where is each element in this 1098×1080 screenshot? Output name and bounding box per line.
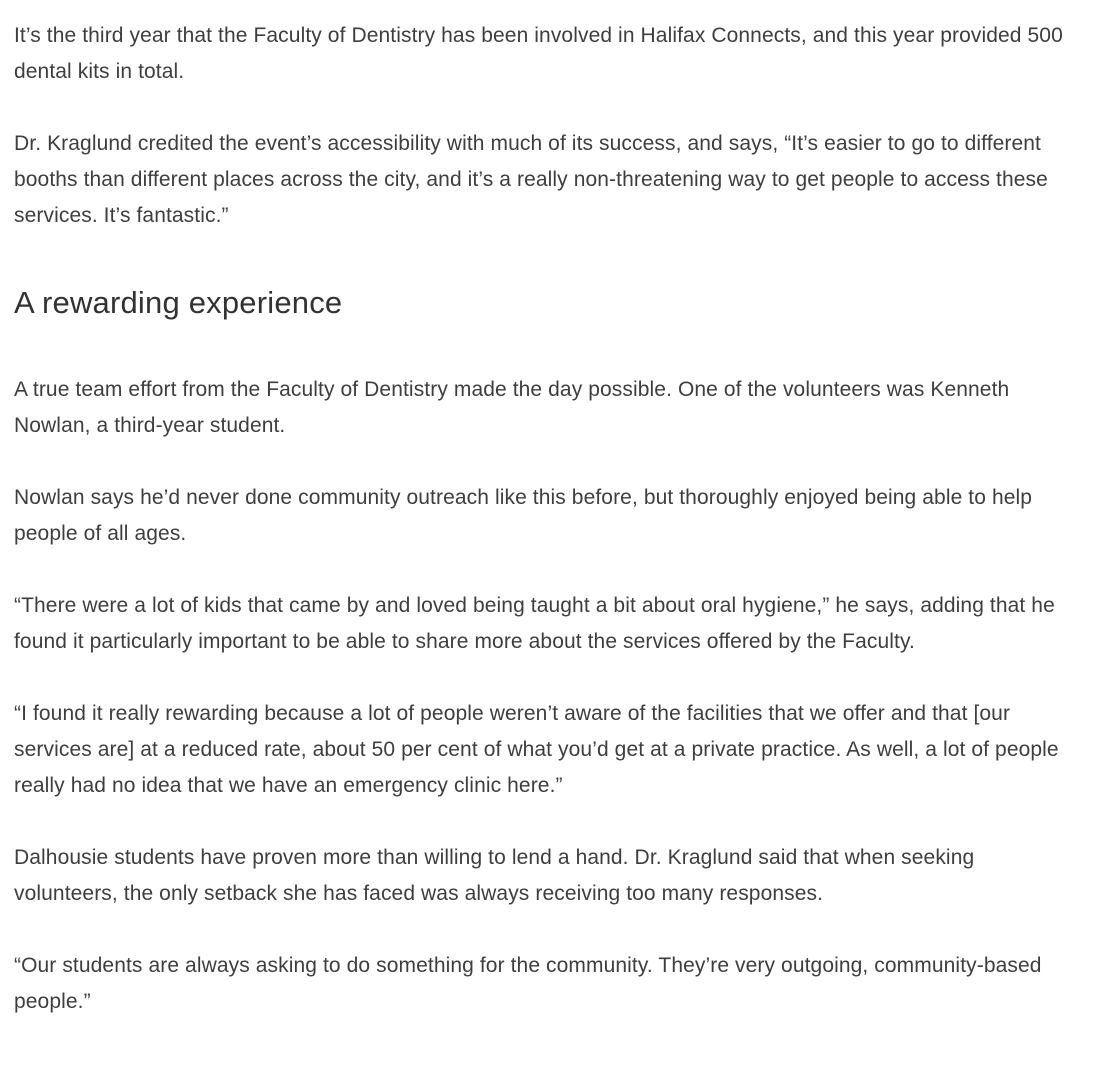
paragraph: Nowlan says he’d never done community outreach like this before, but thoroughly enjoyed being able to help people of all ages.	[14, 486, 1033, 545]
paragraph: “Our students are always asking to do something for the community. They’re very outgoing, community-based people.”	[14, 954, 1042, 1013]
paragraph: Dr. Kraglund credited the event’s accessibility with much of its success, and says, “It’s easier to go to different booths than different places across the city, and it’s a really non-threatening way to get people to access these services. It’s fantastic.”	[14, 132, 1048, 227]
paragraph: “I found it really rewarding because a lot of people weren’t aware of the facilities that we offer and that [our services are] at a reduced rate, about 50 per cent of what you’d get at a private practice. As well, a lot of people really had no idea that we have an emergency clinic here.”	[14, 702, 1059, 797]
section-heading: A rewarding experience	[14, 285, 343, 320]
paragraph: “There were a lot of kids that came by and loved being taught a bit about oral hygiene,” he says, adding that he found it particularly important to be able to share more about the services offered by the Faculty.	[14, 594, 1055, 653]
paragraph: A true team effort from the Faculty of Dentistry made the day possible. One of the volunteers was Kenneth Nowlan, a third-year student.	[14, 378, 1010, 437]
paragraph: It’s the third year that the Faculty of Dentistry has been involved in Halifax Connects, and this year provided 500 dental kits in total.	[14, 24, 1063, 83]
paragraph: Dalhousie students have proven more than willing to lend a hand. Dr. Kraglund said that when seeking volunteers, the only setback she has faced was always receiving too many responses.	[14, 846, 975, 905]
